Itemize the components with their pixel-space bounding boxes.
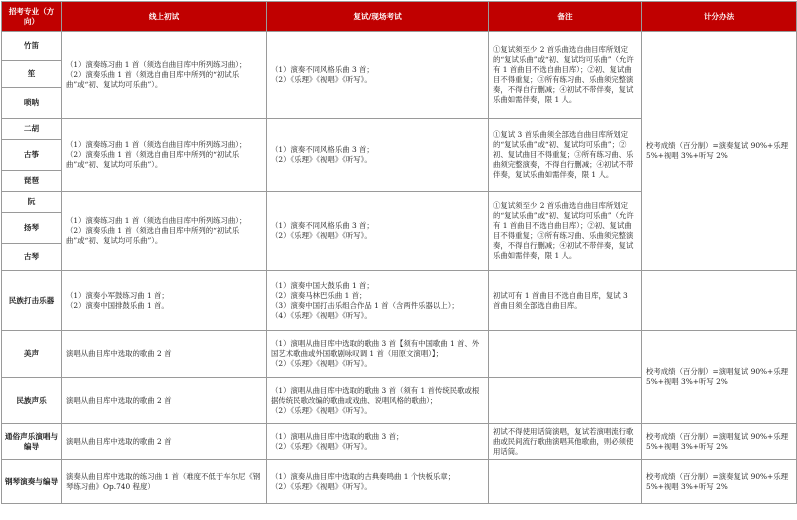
header-row xyxy=(2,2,797,32)
online-cell: （1）演奏练习曲 1 首（须选自曲目库中所列练习曲）； （2）演奏乐曲 1 首（须选自曲目库中所列的“初试乐曲”或“初、复试均可乐曲”）。 xyxy=(62,119,267,192)
table-row xyxy=(2,460,797,504)
retest-cell: （1）演唱从曲目库中选取的歌曲 3 首【须有中国歌曲 1 首、外国艺术歌曲或外国歌剧咏叹调 1 首（用原文演唱）】； （2）《乐理》《视唱》《听写》。 xyxy=(267,331,489,378)
major-cell: 笙 xyxy=(2,61,62,88)
table-row xyxy=(2,271,797,331)
score-cell-popular: 校考成绩（百分制）=演唱复试 90%+乐理 5%+视唱 3%+听写 2% xyxy=(642,424,797,460)
admission-table xyxy=(1,1,797,504)
remark-cell xyxy=(489,378,642,424)
remark-cell: 初试可有 1 首曲目不选自曲目库，复试 3 首曲目须全部选自曲目库。 xyxy=(489,271,642,331)
remark-cell: 初试不得使用话筒演唱，复试若演唱流行歌曲或民间流行歌曲演唱其他歌曲，则必须使用话筒。 xyxy=(489,424,642,460)
major-cell: 古琴 xyxy=(2,244,62,271)
header-retest: 复试/现场考试 xyxy=(267,2,489,32)
header-major: 招考专业（方向） xyxy=(2,2,62,32)
header-online: 线上初试 xyxy=(62,2,267,32)
major-cell: 二胡 xyxy=(2,119,62,140)
remark-cell: ①复试须至少 2 首乐曲选自曲目库所划定的“复试乐曲”或“初、复试均可乐曲”（允许有 1 首曲目不选自曲目库）；②初、复试曲目不得重复；③所有练习曲、乐曲须完整演奏，不得自行删减；④初试不带伴奏，复试乐曲如需伴奏，限 1 人。 xyxy=(489,192,642,271)
retest-cell: （1）演奏不同风格乐曲 3 首； （2）《乐理》《视唱》《听写》。 xyxy=(267,119,489,192)
retest-cell: （1）演唱从曲目库中选取的歌曲 3 首（须有 1 首传统民歌或根据传统民歌改编的歌曲或戏曲、说唱风格的歌曲）； （2）《乐理》《视唱》《听写》。 xyxy=(267,378,489,424)
score-cell-piano: 校考成绩（百分制）=演奏复试 90%+乐理 5%+视唱 3%+听写 2% xyxy=(642,460,797,504)
retest-cell: （1）演奏从曲目库中选取的古典奏鸣曲 1 个快板乐章； （2）《乐理》《视唱》《听写》。 xyxy=(267,460,489,504)
retest-cell: （1）演唱从曲目库中选取的歌曲 3 首； （2）《乐理》《视唱》《听写》。 xyxy=(267,424,489,460)
remark-cell: ①复试 3 首乐曲须全部选自曲目库所划定的“复试乐曲”或“初、复试均可乐曲”；②初、复试曲目不得重复；③所有练习曲、乐曲须完整演奏，不得自行删减；④初试不带伴奏，复试乐曲如需伴奏，限 1 人。 xyxy=(489,119,642,192)
table-row xyxy=(2,424,797,460)
major-cell: 通俗声乐演唱与编导 xyxy=(2,424,62,460)
retest-cell: （1）演奏中国大鼓乐曲 1 首； （2）演奏马林巴乐曲 1 首； （3）演奏中国打击乐组合作品 1 首（含两件乐器以上）； （4）《乐理》《视唱》《听写》。 xyxy=(267,271,489,331)
remark-cell xyxy=(489,331,642,378)
score-cell-empty xyxy=(642,271,797,331)
score-cell-vocal: 校考成绩（百分制）=演唱复试 90%+乐理 5%+视唱 3%+听写 2% xyxy=(642,331,797,424)
major-cell: 琵琶 xyxy=(2,171,62,192)
major-cell: 古筝 xyxy=(2,140,62,171)
major-cell: 美声 xyxy=(2,331,62,378)
major-cell: 竹笛 xyxy=(2,32,62,61)
major-cell: 阮 xyxy=(2,192,62,213)
major-cell: 民族声乐 xyxy=(2,378,62,424)
online-cell: 演奏从曲目库中选取的练习曲 1 首（难度不低于车尔尼《钢琴练习曲》Op.740 程度） xyxy=(62,460,267,504)
online-cell: 演唱从曲目库中选取的歌曲 2 首 xyxy=(62,378,267,424)
table-row xyxy=(2,32,797,61)
online-cell: 演唱从曲目库中选取的歌曲 2 首 xyxy=(62,331,267,378)
major-cell: 钢琴演奏与编导 xyxy=(2,460,62,504)
remark-cell xyxy=(489,460,642,504)
header-remark: 备注 xyxy=(489,2,642,32)
major-cell: 唢呐 xyxy=(2,88,62,119)
online-cell: （1）演奏小军鼓练习曲 1 首； （2）演奏中国排鼓乐曲 1 首。 xyxy=(62,271,267,331)
score-cell-instrumental: 校考成绩（百分制）=演奏复试 90%+乐理 5%+视唱 3%+听写 2% xyxy=(642,32,797,271)
retest-cell: （1）演奏不同风格乐曲 3 首； （2）《乐理》《视唱》《听写》。 xyxy=(267,32,489,119)
online-cell: （1）演奏练习曲 1 首（须选自曲目库中所列练习曲）； （2）演奏乐曲 1 首（须选自曲目库中所列的“初试乐曲”或“初、复试均可乐曲”）。 xyxy=(62,32,267,119)
header-score: 计分办法 xyxy=(642,2,797,32)
online-cell: 演唱从曲目库中选取的歌曲 2 首 xyxy=(62,424,267,460)
remark-cell: ①复试须至少 2 首乐曲选自曲目库所划定的“复试乐曲”或“初、复试均可乐曲”（允许有 1 首曲目不选自曲目库）；②初、复试曲目不得重复；③所有练习曲、乐曲须完整演奏，不得自行删减；④初试不带伴奏，复试乐曲如需伴奏，限 1 人。 xyxy=(489,32,642,119)
major-cell: 扬琴 xyxy=(2,213,62,244)
online-cell: （1）演奏练习曲 1 首（须选自曲目库中所列练习曲）； （2）演奏乐曲 1 首（须选自曲目库中所列的“初试乐曲”或“初、复试均可乐曲”）。 xyxy=(62,192,267,271)
major-cell: 民族打击乐器 xyxy=(2,271,62,331)
table-row xyxy=(2,331,797,378)
retest-cell: （1）演奏不同风格乐曲 3 首； （2）《乐理》《视唱》《听写》。 xyxy=(267,192,489,271)
